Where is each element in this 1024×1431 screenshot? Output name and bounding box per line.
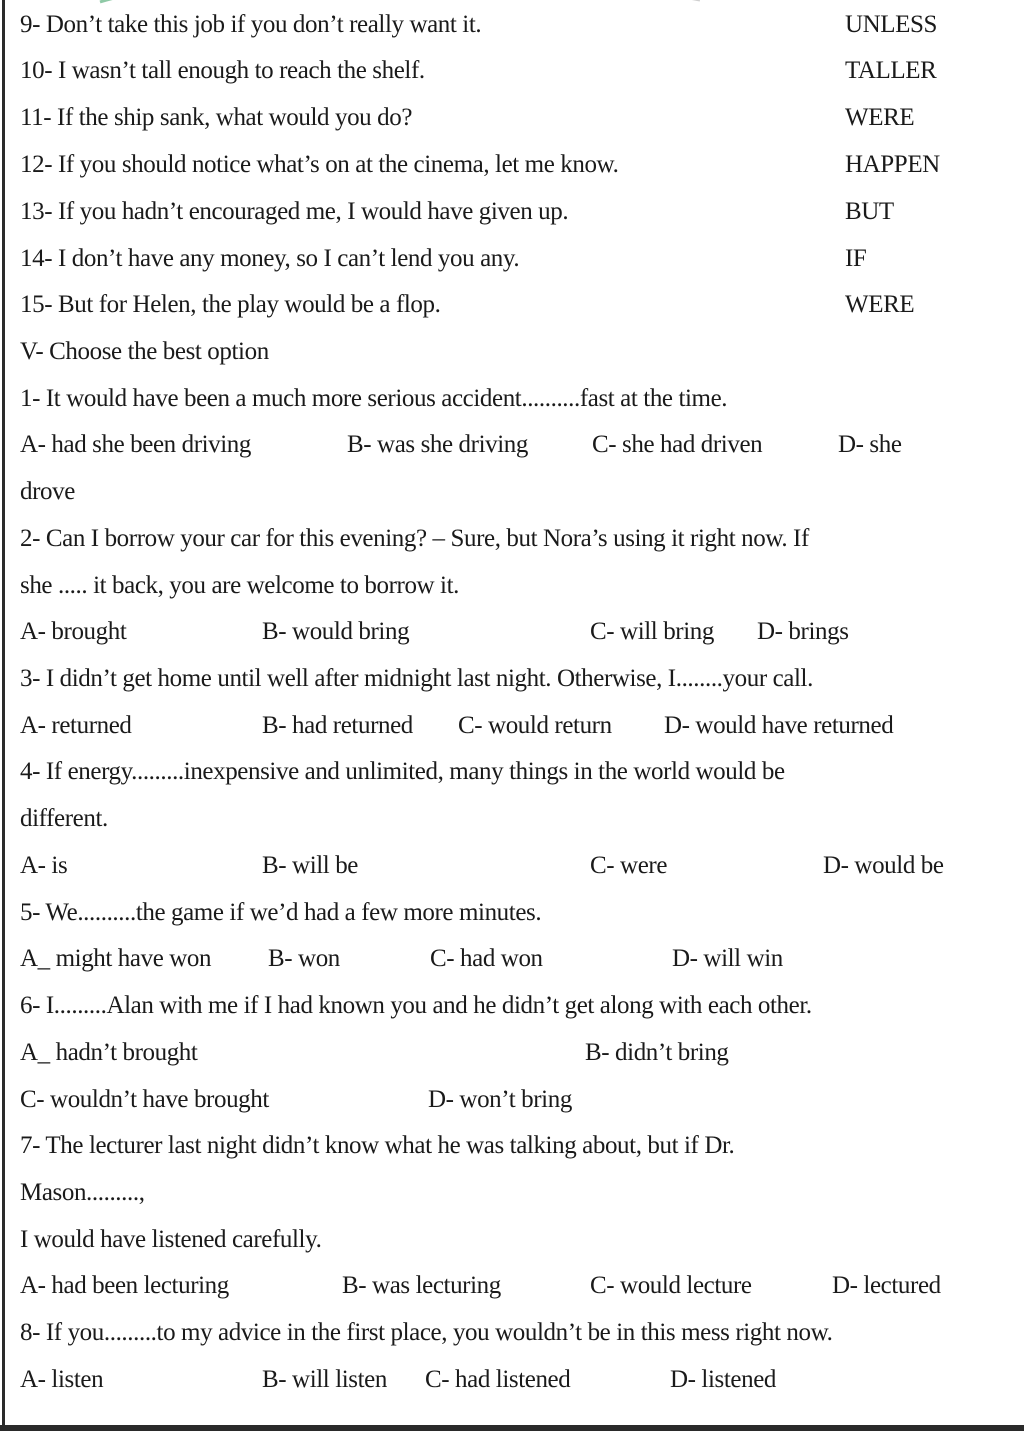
- question-1-option-c[interactable]: C- she had driven: [592, 431, 763, 458]
- rewrite-keyword-11: WERE: [845, 104, 915, 131]
- rewrite-sentence-9: 9- Don’t take this job if you don’t really want it.: [20, 11, 482, 38]
- question-8-option-c[interactable]: C- had listened: [425, 1366, 571, 1393]
- question-5-option-b[interactable]: B- won: [268, 945, 340, 972]
- rewrite-keyword-14: IF: [845, 245, 867, 272]
- question-6-text: 6- I.........Alan with me if I had known you and he didn’t get along with each other.: [20, 992, 812, 1019]
- question-2-text: 2- Can I borrow your car for this evening? – Sure, but Nora’s using it right now. If: [20, 525, 809, 552]
- question-1-option-b[interactable]: B- was she driving: [347, 431, 528, 458]
- question-3-option-c[interactable]: C- would return: [458, 712, 612, 739]
- question-6-option-a[interactable]: A_ hadn’t brought: [20, 1039, 198, 1066]
- question-2-option-a[interactable]: A- brought: [20, 618, 127, 645]
- question-7-text: 7- The lecturer last night didn’t know what he was talking about, but if Dr.: [20, 1132, 735, 1159]
- rewrite-sentence-15: 15- But for Helen, the play would be a flop.: [20, 291, 441, 318]
- top-decoration: [60, 0, 960, 4]
- question-5-text: 5- We..........the game if we’d had a few more minutes.: [20, 899, 542, 926]
- rewrite-keyword-10: TALLER: [845, 57, 937, 84]
- rewrite-keyword-12: HAPPEN: [845, 151, 940, 178]
- question-5-option-c[interactable]: C- had won: [430, 945, 543, 972]
- rewrite-sentence-11: 11- If the ship sank, what would you do?: [20, 104, 413, 131]
- question-4-option-a[interactable]: A- is: [20, 852, 68, 879]
- question-6-option-d[interactable]: D- won’t bring: [428, 1086, 572, 1113]
- question-7-text-cont-2: I would have listened carefully.: [20, 1226, 322, 1253]
- question-6-option-c[interactable]: C- wouldn’t have brought: [20, 1086, 269, 1113]
- rewrite-sentence-14: 14- I don’t have any money, so I can’t lend you any.: [20, 245, 520, 272]
- question-5-option-d[interactable]: D- will win: [672, 945, 783, 972]
- question-8-option-d[interactable]: D- listened: [670, 1366, 776, 1393]
- question-3-option-a[interactable]: A- returned: [20, 712, 132, 739]
- question-7-text-cont: Mason.........,: [20, 1179, 145, 1206]
- question-7-option-c[interactable]: C- would lecture: [590, 1272, 752, 1299]
- rewrite-keyword-13: BUT: [845, 198, 894, 225]
- question-7-option-a[interactable]: A- had been lecturing: [20, 1272, 229, 1299]
- question-7-option-d[interactable]: D- lectured: [832, 1272, 941, 1299]
- question-4-text-cont: different.: [20, 805, 108, 832]
- question-2-option-b[interactable]: B- would bring: [262, 618, 410, 645]
- question-5-option-a[interactable]: A_ might have won: [20, 945, 212, 972]
- section-title: V- Choose the best option: [20, 338, 269, 365]
- question-1-option-d-cont: drove: [20, 478, 75, 505]
- question-8-text: 8- If you.........to my advice in the first place, you wouldn’t be in this mess right now.: [20, 1319, 833, 1346]
- question-4-text: 4- If energy.........inexpensive and unlimited, many things in the world would be: [20, 758, 785, 785]
- rewrite-sentence-12: 12- If you should notice what’s on at the cinema, let me know.: [20, 151, 619, 178]
- question-3-option-d[interactable]: D- would have returned: [664, 712, 894, 739]
- question-8-option-b[interactable]: B- will listen: [262, 1366, 387, 1393]
- question-3-option-b[interactable]: B- had returned: [262, 712, 413, 739]
- question-4-option-c[interactable]: C- were: [590, 852, 668, 879]
- question-2-text-cont: she ..... it back, you are welcome to borrow it.: [20, 572, 460, 599]
- question-1-option-a[interactable]: A- had she been driving: [20, 431, 252, 458]
- question-1-text: 1- It would have been a much more serious accident..........fast at the time.: [20, 385, 728, 412]
- rewrite-sentence-13: 13- If you hadn’t encouraged me, I would have given up.: [20, 198, 569, 225]
- left-border: [2, 0, 5, 1431]
- question-3-text: 3- I didn’t get home until well after midnight last night. Otherwise, I........your call.: [20, 665, 813, 692]
- rewrite-sentence-10: 10- I wasn’t tall enough to reach the shelf.: [20, 57, 425, 84]
- question-1-option-d[interactable]: D- she: [838, 431, 902, 458]
- question-2-option-c[interactable]: C- will bring: [590, 618, 714, 645]
- rewrite-keyword-9: UNLESS: [845, 11, 938, 38]
- rewrite-keyword-15: WERE: [845, 291, 915, 318]
- question-7-option-b[interactable]: B- was lecturing: [342, 1272, 501, 1299]
- question-8-option-a[interactable]: A- listen: [20, 1366, 104, 1393]
- bottom-border: [0, 1425, 1024, 1431]
- question-4-option-d[interactable]: D- would be: [823, 852, 944, 879]
- question-2-option-d[interactable]: D- brings: [757, 618, 849, 645]
- question-6-option-b[interactable]: B- didn’t bring: [585, 1039, 729, 1066]
- question-4-option-b[interactable]: B- will be: [262, 852, 358, 879]
